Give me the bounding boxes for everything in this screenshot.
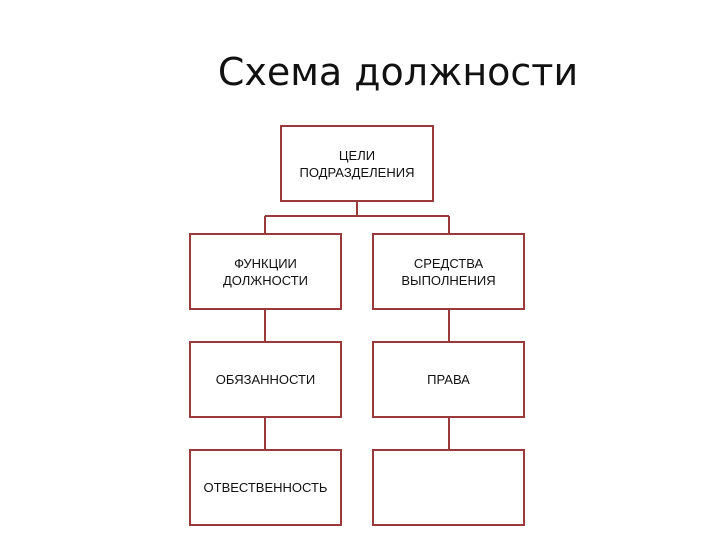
- box-unit-goals: ЦЕЛИ ПОДРАЗДЕЛЕНИЯ: [280, 125, 434, 202]
- box-empty: [372, 449, 525, 526]
- box-execution-means: СРЕДСТВА ВЫПОЛНЕНИЯ: [372, 233, 525, 310]
- box-responsibility: ОТВЕСТВЕННОСТЬ: [189, 449, 342, 526]
- box-rights: ПРАВА: [372, 341, 525, 418]
- box-duties: ОБЯЗАННОСТИ: [189, 341, 342, 418]
- box-position-functions: ФУНКЦИИ ДОЛЖНОСТИ: [189, 233, 342, 310]
- slide-title: Схема должности: [217, 50, 579, 94]
